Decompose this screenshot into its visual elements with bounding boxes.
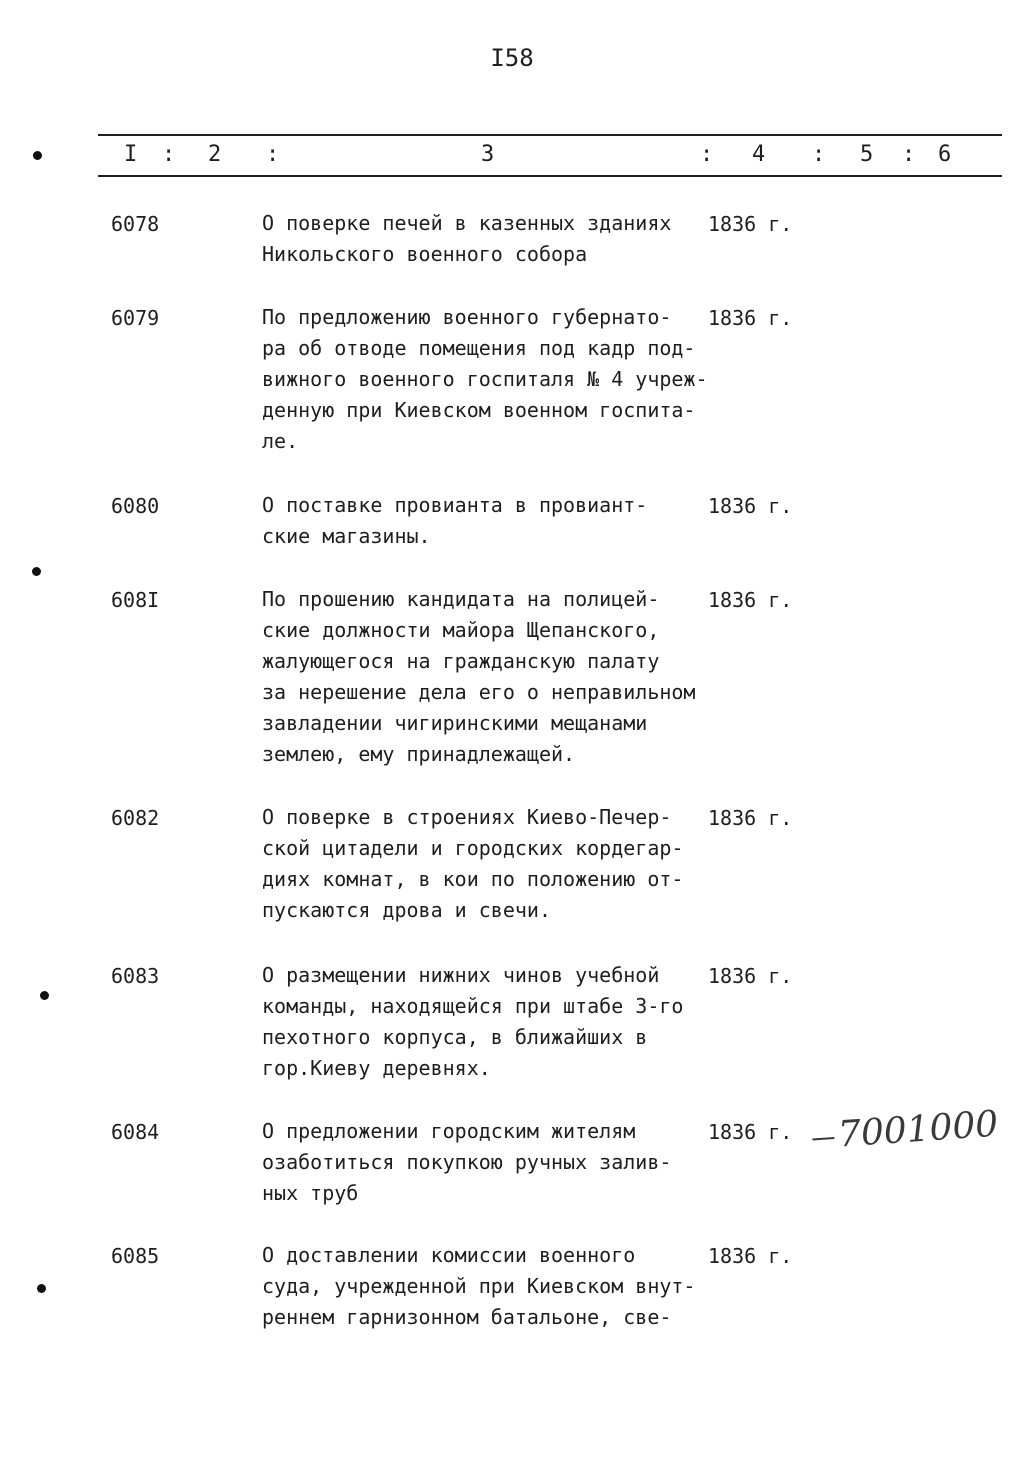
entry-year: 1836 г.: [708, 212, 793, 236]
entry-text-line: О поверке в строениях Киево-Печер-: [262, 805, 672, 829]
entry-text-line: реннем гарнизонном батальоне, све-: [262, 1305, 672, 1329]
entry-text-line: диях комнат, в кои по положению от-: [262, 867, 684, 891]
entry-number: 6082: [111, 806, 160, 830]
handwritten-dash: [812, 1137, 834, 1141]
binding-hole: [32, 567, 41, 576]
entry-text-line: команды, находящейся при штабе 3-го: [262, 994, 684, 1018]
entry-description: [262, 1116, 732, 1209]
column-header-3: 3: [481, 142, 495, 167]
entry-year: 1836 г.: [708, 964, 793, 988]
entry-description: [262, 490, 732, 552]
entry-text-line: жалующегося на гражданскую палату: [262, 649, 660, 673]
column-header-4: 4: [752, 142, 766, 167]
entry-text-line: озаботиться покупкою ручных залив-: [262, 1150, 672, 1174]
entry-description: [262, 960, 732, 1084]
entry-description: [262, 1240, 732, 1333]
entry-number: 6083: [111, 964, 160, 988]
entry-text-line: ские должности майора Щепанского,: [262, 618, 660, 642]
entry-number: 6078: [111, 212, 160, 236]
entry-text-line: пехотного корпуса, в ближайших в: [262, 1025, 648, 1049]
entry-text-line: О поставке провианта в провиант-: [262, 493, 648, 517]
entry-text-line: ские магазины.: [262, 524, 431, 548]
entry-text-line: О предложении городским жителям: [262, 1119, 636, 1143]
column-header-5: 5: [860, 142, 874, 167]
entry-text-line: ской цитадели и городских кордегар-: [262, 836, 684, 860]
entry-description: [262, 802, 732, 926]
entry-number: 6084: [111, 1120, 160, 1144]
column-separator: :: [266, 142, 280, 167]
entry-text-line: О размещении нижних чинов учебной: [262, 963, 660, 987]
binding-hole: [37, 1284, 46, 1293]
entry-text-line: суда, учрежденной при Киевском внут-: [262, 1274, 696, 1298]
entry-text-line: ра об отводе помещения под кадр под-: [262, 336, 696, 360]
column-header-1: I: [124, 142, 138, 167]
entry-text-line: за нерешение дела его о неправильном: [262, 680, 696, 704]
entry-text-line: завладении чигиринскими мещанами: [262, 711, 648, 735]
entry-text-line: О доставлении комиссии военного: [262, 1243, 636, 1267]
column-header-6: 6: [938, 142, 952, 167]
entry-text-line: О поверке печей в казенных зданиях: [262, 211, 672, 235]
entry-text-line: По прошению кандидата на полицей-: [262, 587, 660, 611]
entry-text-line: пускаются дрова и свечи.: [262, 898, 551, 922]
table-header-bottom-rule: [98, 175, 1002, 177]
binding-hole: [33, 151, 42, 160]
entry-text-line: гор.Киеву деревнях.: [262, 1056, 491, 1080]
entry-number: 6085: [111, 1244, 160, 1268]
entry-year: 1836 г.: [708, 588, 793, 612]
entry-text-line: землею, ему принадлежащей.: [262, 742, 576, 766]
column-separator: :: [162, 142, 176, 167]
page-number: I58: [490, 44, 534, 72]
entry-year: 1836 г.: [708, 1120, 793, 1144]
entry-text-line: Никольского военного собора: [262, 242, 588, 266]
entry-year: 1836 г.: [708, 1244, 793, 1268]
column-separator: :: [700, 142, 714, 167]
entry-number: 6080: [111, 494, 160, 518]
entry-text-line: вижного военного госпиталя № 4 учреж-: [262, 367, 708, 391]
column-separator: :: [812, 142, 826, 167]
entry-number: 6079: [111, 306, 160, 330]
entry-description: [262, 302, 732, 457]
column-separator: :: [902, 142, 916, 167]
handwritten-annotation: [811, 1104, 1000, 1158]
entry-description: [262, 584, 732, 770]
entry-year: 1836 г.: [708, 494, 793, 518]
entry-text-line: По предложению военного губернато-: [262, 305, 672, 329]
table-header-top-rule: [98, 134, 1002, 136]
entry-text-line: ле.: [262, 429, 299, 453]
entry-text-line: ных труб: [262, 1181, 359, 1205]
column-header-2: 2: [208, 142, 222, 167]
binding-hole: [40, 991, 49, 1000]
entry-year: 1836 г.: [708, 306, 793, 330]
handwritten-annotation-text: 7001000: [836, 1103, 1000, 1156]
entry-description: [262, 208, 732, 270]
entry-year: 1836 г.: [708, 806, 793, 830]
entry-text-line: денную при Киевском военном госпита-: [262, 398, 696, 422]
entry-number: 608I: [111, 588, 160, 612]
